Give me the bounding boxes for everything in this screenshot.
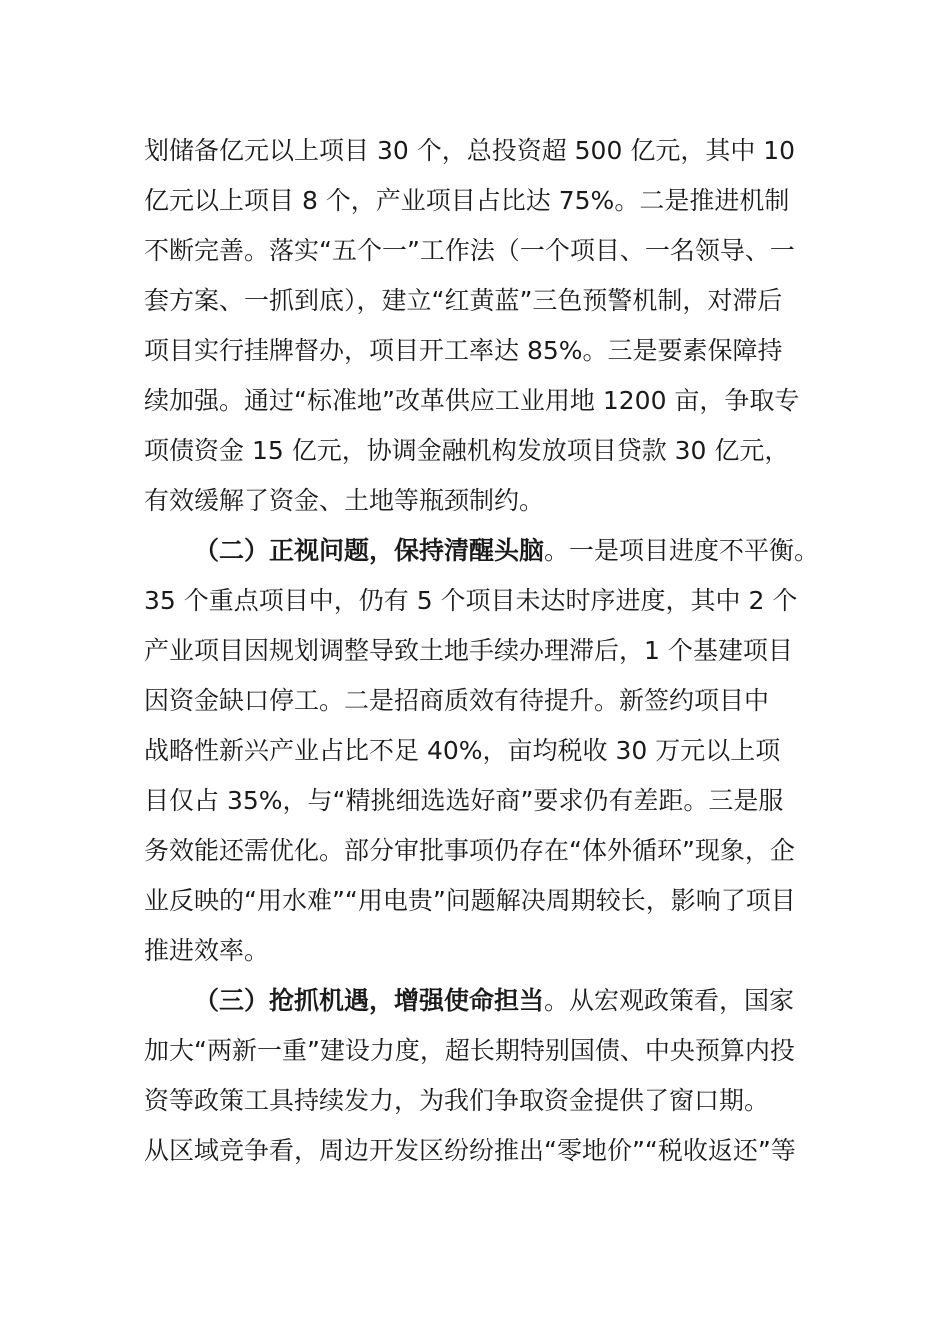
text-line: 亿元以上项目 8 个，产业项目占比达 75%。二是推进机制 xyxy=(144,186,790,215)
section-heading: （三）抢抓机遇，增强使命担当 xyxy=(194,986,545,1015)
section-heading: （二）正视问题，保持清醒头脑 xyxy=(194,536,545,565)
heading-continuation: 。一是项目进度不平衡。 xyxy=(544,536,820,565)
text-line: 产业项目因规划调整导致土地手续办理滞后，1 个基建项目 xyxy=(144,636,793,665)
text-line: 有效缓解了资金、土地等瓶颈制约。 xyxy=(144,486,545,515)
text-line: 务效能还需优化。部分审批事项仍存在“体外循环”现象，企 xyxy=(144,836,795,865)
text-line: 套方案、一抓到底），建立“红黄蓝”三色预警机制，对滞后 xyxy=(144,286,783,315)
paragraph-2 xyxy=(144,526,820,976)
text-line: 项债资金 15 亿元，协调金融机构发放项目贷款 30 亿元， xyxy=(144,436,790,465)
text-line xyxy=(144,526,820,576)
text-line xyxy=(144,976,808,1026)
document-body xyxy=(144,126,820,1176)
text-line: 35 个重点项目中，仍有 5 个项目未达时序进度，其中 2 个 xyxy=(144,586,798,615)
text-line: 加大“两新一重”建设力度，超长期特别国债、中央预算内投 xyxy=(144,1036,795,1065)
text-line: 项目实行挂牌督办，项目开工率达 85%。三是要素保障持 xyxy=(144,336,783,365)
paragraph-3 xyxy=(144,976,808,1176)
text-line: 不断完善。落实“五个一”工作法（一个项目、一名领导、一 xyxy=(144,236,795,265)
paragraph-1 xyxy=(144,126,808,526)
heading-continuation: 。从宏观政策看，国家 xyxy=(544,986,795,1015)
text-line: 目仅占 35%，与“精挑细选选好商”要求仍有差距。三是服 xyxy=(144,786,784,815)
text-line: 战略性新兴产业占比不足 40%，亩均税收 30 万元以上项 xyxy=(144,736,781,765)
text-line: 续加强。通过“标准地”改革供应工业用地 1200 亩，争取专 xyxy=(144,386,800,415)
text-line: 因资金缺口停工。二是招商质效有待提升。新签约项目中 xyxy=(144,686,770,715)
text-line: 划储备亿元以上项目 30 个，总投资超 500 亿元，其中 10 xyxy=(144,136,796,165)
text-line: 资等政策工具持续发力，为我们争取资金提供了窗口期。 xyxy=(144,1086,770,1115)
text-line: 业反映的“用水难”“用电贵”问题解决周期较长，影响了项目 xyxy=(144,886,796,915)
text-line: 推进效率。 xyxy=(144,936,270,965)
text-line: 从区域竞争看，周边开发区纷纷推出“零地价”“税收返还”等 xyxy=(144,1136,796,1165)
